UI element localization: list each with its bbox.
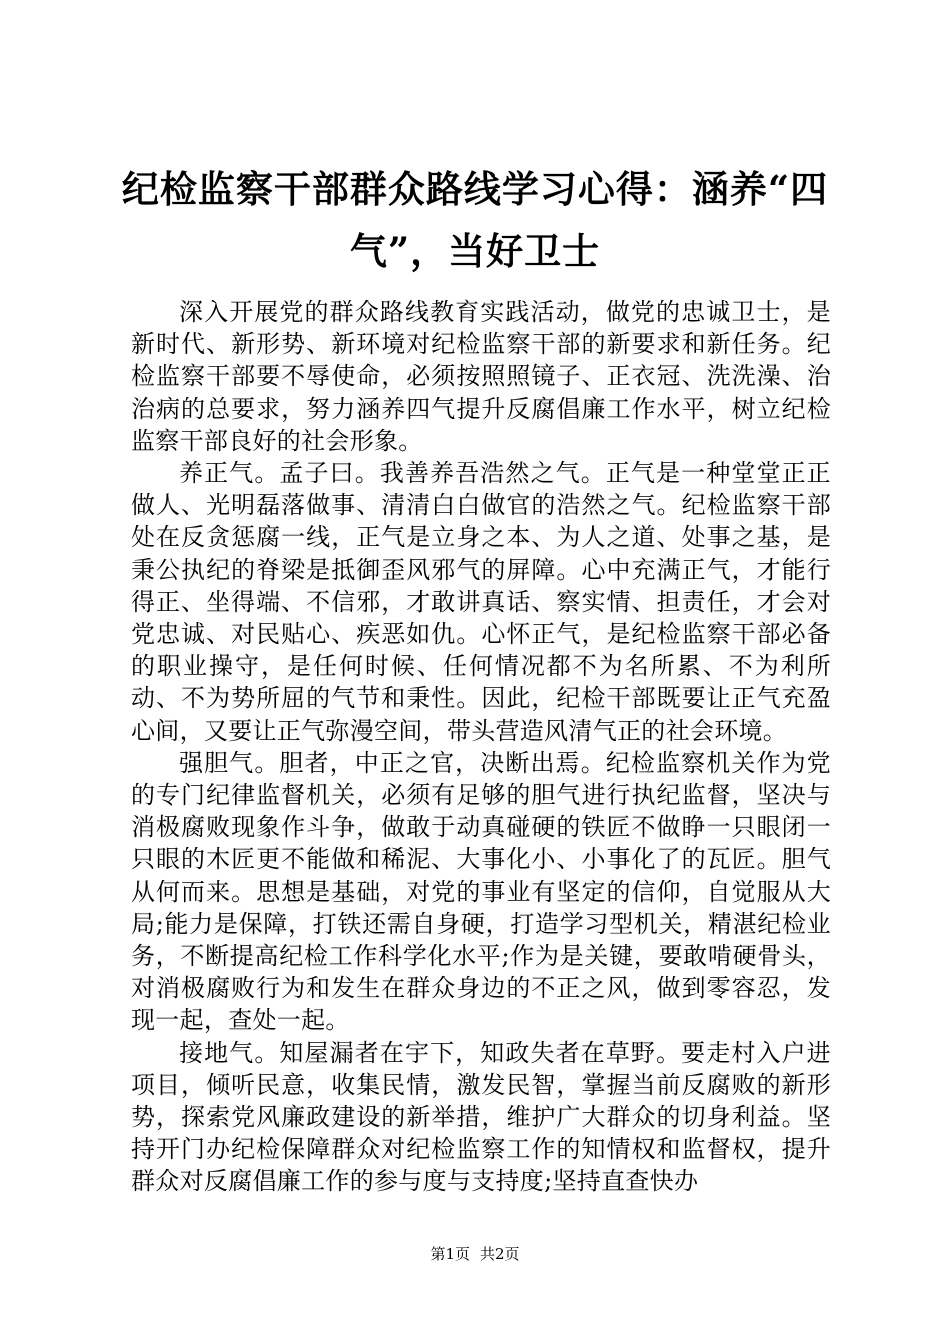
title-line-2: 气”，当好卫士 [349, 229, 601, 273]
document-title [100, 158, 850, 282]
paragraph-intro: 深入开展党的群众路线教育实践活动，做党的忠诚卫士，是新时代、新形势、新环境对纪检监察干部的新要求和新任务。纪检监察干部要不辱使命，必须按照照镜子、正衣冠、洗洗澡、治治病的总要求，努力涵养四气提升反腐倡廉工作水平，树立纪检监察干部良好的社会形象。 [131, 298, 831, 455]
page-number-total: 共2页 [480, 1245, 520, 1263]
page-footer [0, 1244, 950, 1264]
paragraph-diqi: 接地气。知屋漏者在宇下，知政失者在草野。要走村入户进项目，倾听民意，收集民情，激发民智，掌握当前反腐败的新形势，探索党风廉政建设的新举措，维护广大群众的切身利益。坚持开门办纪检保障群众对纪检监察工作的知情权和监督权，提升群众对反腐倡廉工作的参与度与支持度;坚持直查快办 [131, 1038, 831, 1196]
paragraph-zhengqi: 养正气。孟子曰。我善养吾浩然之气。正气是一种堂堂正正做人、光明磊落做事、清清白白做官的浩然之气。纪检监察干部处在反贪惩腐一线，正气是立身之本、为人之道、处事之基，是秉公执纪的脊梁是抵御歪风邪气的屏障。心中充满正气，才能行得正、坐得端、不信邪，才敢讲真话、察实情、担责任，才会对党忠诚、对民贴心、疾恶如仇。心怀正气，是纪检监察干部必备的职业操守，是任何时候、任何情况都不为名所累、不为利所动、不为势所屈的气节和秉性。因此，纪检干部既要让正气充盈心间，又要让正气弥漫空间，带头营造风清气正的社会环境。 [131, 459, 831, 745]
paragraph-danqi: 强胆气。胆者，中正之官，决断出焉。纪检监察机关作为党的专门纪律监督机关，必须有足够的胆气进行执纪监督，坚决与消极腐败现象作斗争，做敢于动真碰硬的铁匠不做睁一只眼闭一只眼的木匠更不能做和稀泥、大事化小、小事化了的瓦匠。胆气从何而来。思想是基础，对党的事业有坚定的信仰，自觉服从大局;能力是保障，打铁还需自身硬，打造学习型机关，精湛纪检业务，不断提高纪检工作科学化水平;作为是关键，要敢啃硬骨头，对消极腐败行为和发生在群众身边的不正之风，做到零容忍，发现一起，查处一起。 [131, 748, 831, 1035]
document-body [131, 296, 831, 1198]
page-number-current: 第1页 [430, 1245, 470, 1263]
title-line-1: 纪检监察干部群众路线学习心得：涵养“四 [121, 167, 829, 211]
